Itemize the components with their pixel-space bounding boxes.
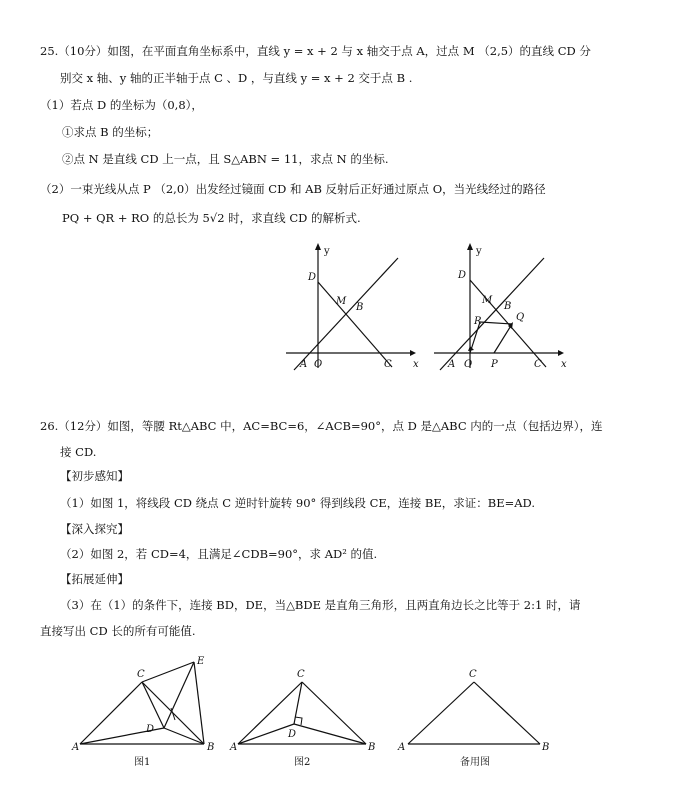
q26-part3-line1: （3）在（1）的条件下，连接 BD，DE，当△BDE 是直角三角形，且两直角边长之比等于 2:1 时，请: [60, 598, 581, 612]
q25-left-label-C: C: [384, 359, 392, 370]
q26-spare-label-A: A: [398, 742, 406, 753]
q26-section-initial: 【初步感知】: [60, 469, 129, 483]
q26-fig1-label-A: A: [72, 742, 80, 753]
q26-fig1-label-E: E: [197, 656, 205, 667]
q25-part1b: ②点 N 是直线 CD 上一点，且 S△ABN = 11，求点 N 的坐标.: [62, 152, 389, 166]
q25-part1: （1）若点 D 的坐标为（0,8），: [40, 98, 203, 112]
q25-left-label-M: M: [336, 296, 347, 307]
q25-right-label-B: B: [504, 301, 512, 312]
q26-section-deeper: 【深入探究】: [60, 522, 129, 536]
q26-spare-caption: 备用图: [460, 757, 490, 768]
q25-right-label-P: P: [491, 359, 498, 370]
q26-figure-2: [228, 662, 378, 770]
q25-right-label-Q: Q: [516, 312, 525, 323]
q25-stem-line1: 25.（10分）如图，在平面直角坐标系中，直线 y = x + 2 与 x 轴交于点 A，过点 M （2,5）的直线 CD 分: [40, 44, 591, 58]
q25-right-label-x: x: [561, 359, 567, 370]
q26-fig2-label-A: A: [230, 742, 238, 753]
q25-left-label-D: D: [308, 272, 317, 283]
q25-part2-line2: PQ + QR + RO 的总长为 5√2 时，求直线 CD 的解析式.: [62, 211, 361, 225]
q25-right-label-D: D: [458, 270, 467, 281]
q26-part3-line2: 直接写出 CD 长的所有可能值.: [40, 624, 196, 638]
q25-left-label-x: x: [413, 359, 419, 370]
q25-right-label-O: O: [464, 359, 473, 370]
q25-right-label-C: C: [534, 359, 542, 370]
q25-right-label-M: M: [482, 295, 493, 306]
q25-right-label-R: R: [474, 316, 482, 327]
q26-fig2-caption: 图2: [294, 757, 311, 768]
q26-part1: （1）如图 1，将线段 CD 绕点 C 逆时针旋转 90° 得到线段 CE，连接 BE，求证：BE=AD.: [60, 496, 536, 510]
q25-left-label-A: A: [300, 359, 308, 370]
q26-fig2-label-D: D: [288, 729, 297, 740]
q26-fig2-label-C: C: [297, 669, 305, 680]
q25-left-label-y: y: [324, 246, 330, 257]
q25-right-label-A: A: [448, 359, 456, 370]
q26-fig1-label-D: D: [146, 724, 155, 735]
q26-fig1-label-C: C: [137, 669, 145, 680]
q25-right-label-y: y: [476, 246, 482, 257]
q26-stem-line1: 26.（12分）如图，等腰 Rt△ABC 中，AC=BC=6，∠ACB=90°，点 D 是△ABC 内的一点（包括边界），连: [40, 419, 603, 433]
q25-figure-right: [430, 240, 570, 375]
q25-part1a: ①求点 B 的坐标；: [62, 125, 159, 139]
q26-fig1-label-B: B: [207, 742, 215, 753]
q26-spare-label-C: C: [469, 669, 477, 680]
q26-part2: （2）如图 2，若 CD=4，且满足∠CDB=90°，求 AD² 的值.: [60, 547, 378, 561]
q25-left-label-B: B: [356, 302, 364, 313]
q25-figure-left: [280, 240, 420, 375]
q26-section-extension: 【拓展延伸】: [60, 572, 129, 586]
q26-figure-spare: [396, 662, 556, 770]
q26-figure-1: [64, 650, 224, 770]
q25-part2-line1: （2）一束光线从点 P （2,0）出发经过镜面 CD 和 AB 反射后正好通过原点 O，当光线经过的路径: [40, 182, 546, 196]
q26-spare-label-B: B: [542, 742, 550, 753]
q26-fig1-caption: 图1: [134, 757, 151, 768]
q25-left-label-O: O: [314, 359, 323, 370]
q25-stem-line2: 别交 x 轴、y 轴的正半轴于点 C 、D ，与直线 y = x + 2 交于点 B .: [60, 71, 413, 85]
q26-fig2-label-B: B: [368, 742, 376, 753]
q26-stem-line2: 接 CD.: [60, 445, 97, 459]
